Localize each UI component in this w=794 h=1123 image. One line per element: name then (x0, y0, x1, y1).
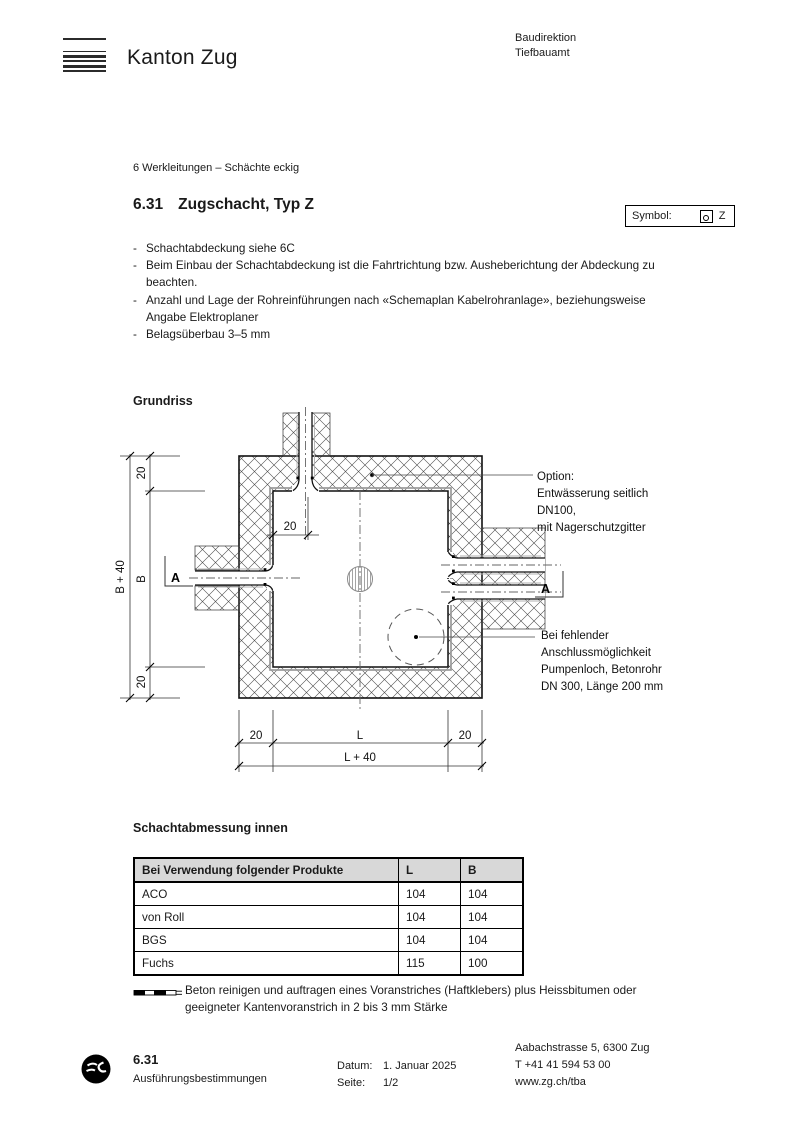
option-annotation (537, 471, 648, 534)
section-label: A (541, 582, 551, 596)
list-item (133, 292, 678, 326)
pump-annotation (541, 630, 663, 693)
cell-l: 115 (399, 952, 461, 976)
table-row (134, 906, 523, 929)
dim-b: B (136, 575, 148, 583)
list-marker: - (133, 293, 137, 307)
dim-l40: L + 40 (344, 752, 376, 764)
section-marker-left (165, 556, 193, 586)
date-label: Datum: (337, 1060, 373, 1072)
notes-list (133, 240, 678, 343)
product-dimensions-table (133, 857, 524, 976)
footer-doc-number: 6.31 (133, 1052, 159, 1067)
list-item (133, 257, 678, 291)
section-label: A (171, 571, 181, 585)
symbol-box (625, 205, 735, 227)
list-marker: - (133, 242, 137, 255)
cell-b: 104 (461, 882, 524, 906)
pump-note-line: Bei fehlender (541, 630, 609, 642)
dim-20: 20 (458, 730, 472, 742)
list-item (133, 326, 678, 343)
option-note-line: mit Nagerschutzgitter (537, 522, 646, 534)
cell-b: 104 (461, 929, 524, 952)
symbol-label: Symbol: (632, 210, 672, 222)
right-pipe-surround (482, 528, 545, 629)
footer-website: www.zg.ch/tba (515, 1076, 586, 1088)
footer-doc-type: Ausführungsbestimmungen (133, 1073, 267, 1085)
kanton-zug-logo-icon (63, 38, 106, 72)
dim-l: L (356, 730, 364, 742)
page-label: Seite: (337, 1077, 366, 1089)
option-note-line: Option: (537, 471, 575, 483)
list-item (133, 240, 678, 257)
col-product: Bei Verwendung folgender Produkte (134, 858, 399, 882)
cell-product: Fuchs (134, 952, 399, 976)
drawing-heading: Grundriss (133, 394, 193, 408)
footer-meta (337, 1058, 456, 1092)
note-text: Belagsüberbau 3–5 mm (146, 328, 271, 342)
org-line1: Baudirektion (515, 32, 577, 44)
shaft-symbol-dot (703, 215, 709, 221)
symbol-letter: Z (718, 210, 726, 222)
pump-note-line: Anschlussmöglichkeit (541, 647, 651, 659)
tba-logo-icon (81, 1054, 111, 1084)
table-header-row (134, 858, 523, 882)
list-marker: - (133, 328, 137, 342)
option-note-line: DN100, (537, 505, 576, 517)
cell-product: von Roll (134, 906, 399, 929)
table-heading: Schachtabmessung innen (133, 821, 288, 835)
pump-note-line: Pumpenloch, Betonrohr (541, 664, 662, 676)
note-text: Schachtabdeckung siehe 6C (146, 242, 295, 255)
cell-l: 104 (399, 882, 461, 906)
list-marker: - (133, 259, 137, 273)
table-row (134, 882, 523, 906)
table-row (134, 952, 523, 976)
note-text: Anzahl und Lage der Rohreinführungen nach «Schemaplan Kabelrohranlage», beziehungsweise Angabe Elektroplaner (146, 293, 646, 324)
legend-line2: geeigneter Kantenvoranstrich in 2 bis 3 mm Stärke (185, 1001, 448, 1015)
option-note-line: Entwässerung seitlich (537, 488, 649, 500)
grundriss-plan-drawing (105, 400, 785, 780)
brand-title: Kanton Zug (127, 46, 238, 69)
legend-note (185, 982, 685, 1016)
org-block (515, 31, 576, 61)
pump-note-line: DN 300, Länge 200 mm (541, 681, 664, 693)
title-text: Zugschacht, Typ Z (178, 196, 314, 213)
note-text: Beim Einbau der Schachtabdeckung ist die Fahrtrichtung bzw. Ausheberichtung der Abdeckung zu beachten. (146, 259, 655, 290)
footer-address-block (515, 1040, 650, 1091)
bitumen-line-icon (133, 987, 183, 999)
footer-address: Aabachstrasse 5, 6300 Zug (515, 1042, 650, 1054)
cell-product: ACO (134, 882, 399, 906)
dim-20: 20 (136, 466, 148, 480)
cell-b: 100 (461, 952, 524, 976)
dim-20: 20 (136, 675, 148, 689)
date-value: 1. Januar 2025 (383, 1060, 457, 1072)
left-pipe-surround-lower (195, 586, 239, 610)
floor-drain-icon (348, 567, 373, 592)
cell-l: 104 (399, 906, 461, 929)
page-title (133, 196, 314, 214)
org-line2: Tiefbauamt (515, 47, 570, 59)
table-row (134, 929, 523, 952)
cell-l: 104 (399, 929, 461, 952)
dim-b40: B + 40 (115, 560, 127, 594)
cell-b: 104 (461, 906, 524, 929)
left-dimensions (120, 452, 205, 702)
legend-line1: Beton reinigen und auftragen eines Voranstriches (Haftklebers) plus Heissbitumen oder (185, 984, 637, 997)
breadcrumb: 6 Werkleitungen – Schächte eckig (133, 162, 300, 174)
dim-20: 20 (249, 730, 263, 742)
footer-phone: T +41 41 594 53 00 (515, 1059, 611, 1071)
left-pipe-surround-upper (195, 546, 239, 570)
col-b: B (461, 858, 524, 882)
dim-20-interior: 20 (283, 521, 297, 533)
cell-product: BGS (134, 929, 399, 952)
col-l: L (399, 858, 461, 882)
page-value: 1/2 (383, 1077, 399, 1089)
shaft-symbol-icon (700, 210, 713, 223)
title-number: 6.31 (133, 196, 164, 213)
